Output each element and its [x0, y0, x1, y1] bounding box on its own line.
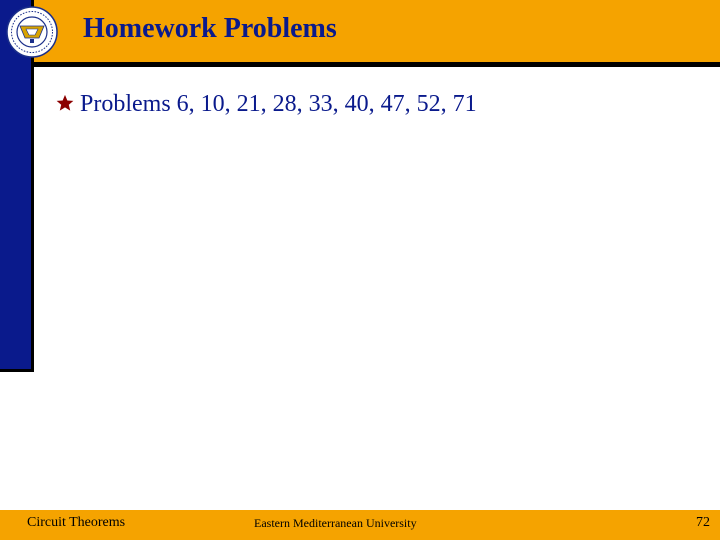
footer-university-name: Eastern Mediterranean University — [254, 516, 417, 530]
footer-course-title: Circuit Theorems — [27, 515, 126, 530]
star-icon — [56, 94, 74, 112]
slide-title: Homework Problems — [83, 13, 337, 44]
bullet-text: Problems 6, 10, 21, 28, 33, 40, 47, 52, 71 — [80, 91, 477, 117]
page-number: 72 — [696, 515, 710, 530]
university-seal-icon — [6, 6, 58, 58]
header-divider — [34, 62, 720, 67]
bullet-item — [56, 92, 477, 116]
